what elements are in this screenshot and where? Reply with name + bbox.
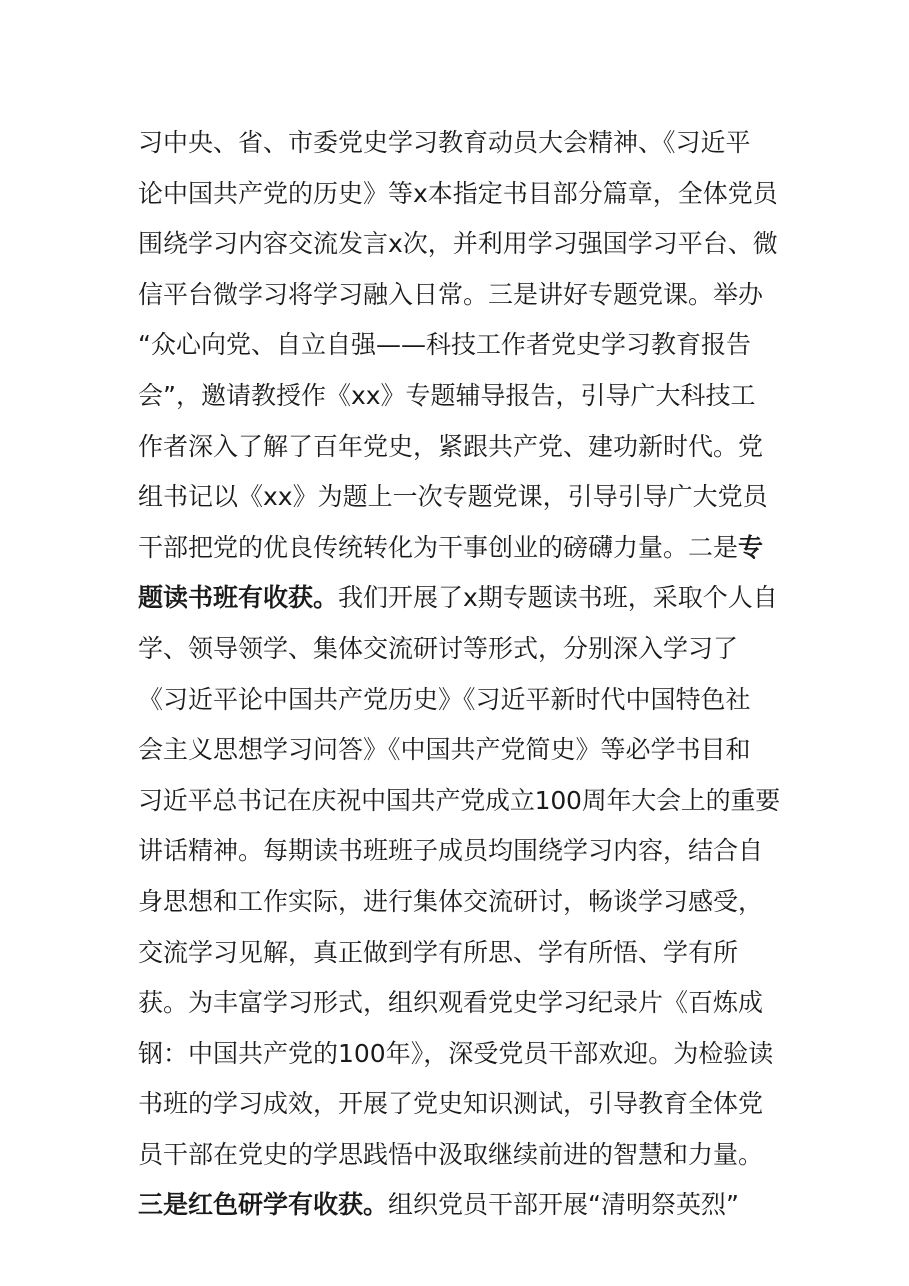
line-text: 讲话精神。每期读书班班子成员均围绕学习内容，结合自 — [138, 836, 764, 866]
text-line — [138, 1130, 778, 1181]
line-text: 《习近平论中国共产党历史》《习近平新时代中国特色社 — [138, 684, 751, 714]
bold-heading-text: 专 — [738, 532, 764, 562]
line-text: 会主义思想学习问答》《中国共产党简史》等必学书目和 — [138, 735, 751, 765]
line-text: 习近平总书记在庆祝中国共产党成立100周年大会上的重要 — [138, 785, 781, 815]
text-line — [138, 776, 781, 827]
line-text: 信平台微学习将学习融入日常。三是讲好专题党课。举办 — [138, 279, 764, 309]
text-line — [138, 573, 778, 624]
text-line — [138, 320, 778, 371]
bold-heading-text: 三是红色研学有收获。 — [138, 1190, 389, 1220]
text-line — [138, 472, 778, 523]
text-line — [138, 219, 778, 270]
line-text: 习中央、省、市委党史学习教育动员大会精神、《习近平 — [138, 128, 751, 157]
line-text: 我们开展了x期专题读书班，采取个人自 — [338, 583, 778, 613]
text-line — [138, 118, 778, 169]
text-line — [138, 1029, 778, 1080]
text-line — [138, 928, 778, 979]
text-line — [138, 1079, 778, 1130]
line-text: 论中国共产党的历史》等x本指定书目部分篇章，全体党员 — [138, 178, 778, 208]
line-text: “众心向党、自立自强——科技工作者党史学习教育报告 — [138, 330, 751, 360]
text-line — [138, 978, 778, 1029]
text-line — [138, 422, 778, 473]
line-text: 组书记以《xx》为题上一次专题党课，引导引导广大党员 — [138, 482, 768, 512]
text-line — [138, 877, 778, 928]
line-text: 会”，邀请教授作《xx》专题辅导报告，引导广大科技工 — [138, 380, 756, 410]
text-line — [138, 675, 778, 726]
text-line — [138, 169, 778, 220]
line-text: 身思想和工作实际，进行集体交流研讨，畅谈学习感受， — [138, 886, 764, 916]
text-line — [138, 270, 778, 321]
text-line — [138, 371, 778, 422]
text-line — [138, 624, 778, 675]
line-text: 钢：中国共产党的100年》，深受党员干部欢迎。为检验读 — [138, 1038, 774, 1068]
line-text: 学、领导领学、集体交流研讨等形式，分别深入学习了 — [138, 633, 739, 663]
bold-heading-text: 题读书班有收获。 — [138, 583, 339, 613]
line-text: 组织党员干部开展“清明祭英烈” — [388, 1190, 739, 1220]
line-text: 作者深入了解了百年党史，紧跟共产党、建功新时代。党 — [138, 431, 764, 461]
line-text: 员干部在党史的学思践悟中汲取继续前进的智慧和力量。 — [138, 1139, 764, 1169]
text-line — [138, 725, 778, 776]
body-text — [138, 118, 781, 1231]
line-text: 书班的学习成效，开展了党史知识测试，引导教育全体党 — [138, 1089, 764, 1119]
line-text: 干部把党的优良传统转化为干事创业的磅礴力量。二是 — [138, 532, 739, 562]
text-line — [138, 523, 778, 574]
text-line — [138, 1180, 778, 1231]
line-text: 交流学习见解，真正做到学有所思、学有所悟、学有所 — [138, 937, 739, 967]
line-text: 获。为丰富学习形式，组织观看党史学习纪录片《百炼成 — [138, 988, 764, 1018]
text-line — [138, 826, 778, 877]
line-text: 围绕学习内容交流发言x次，并利用学习强国学习平台、微 — [138, 229, 778, 259]
